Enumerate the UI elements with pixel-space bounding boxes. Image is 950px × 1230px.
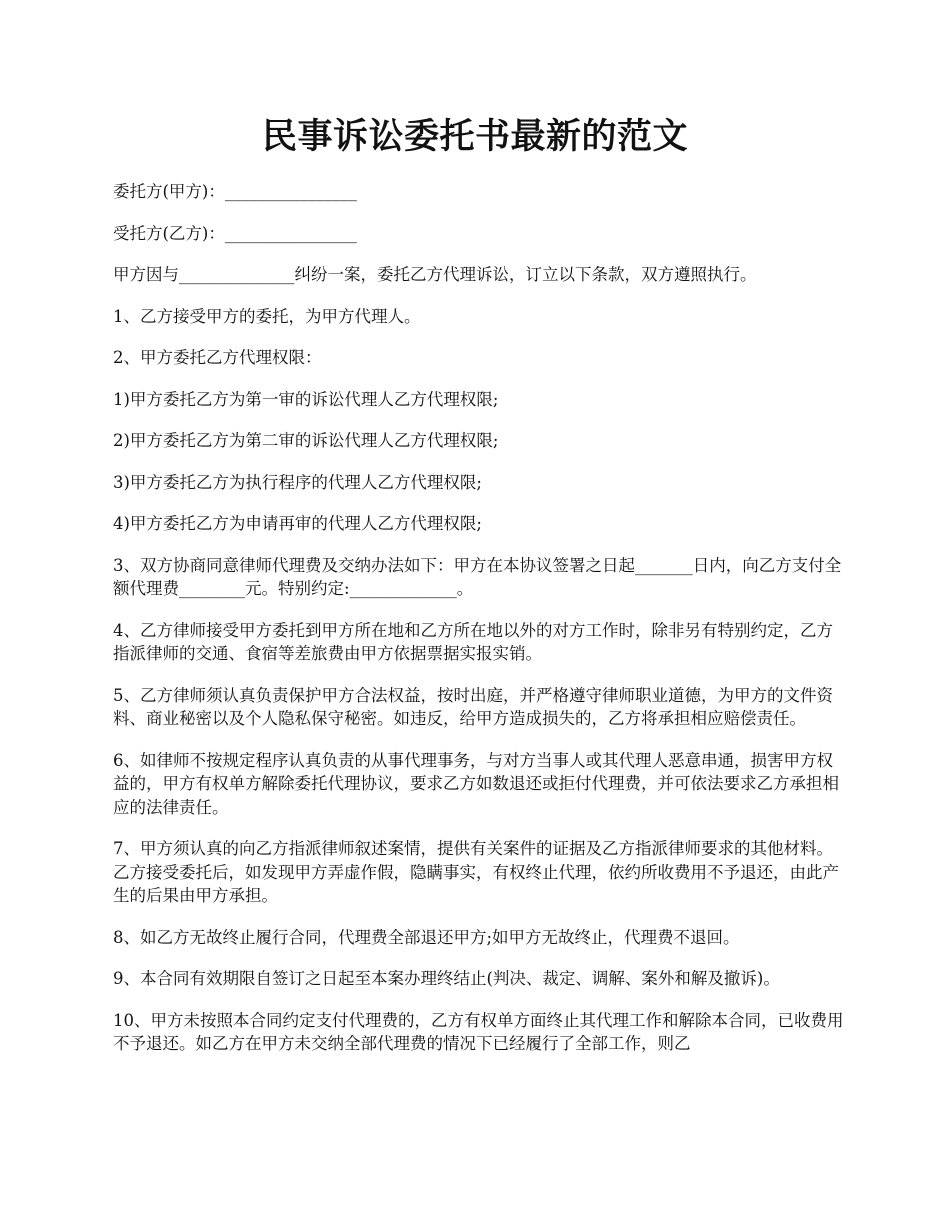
clause-3: 3、双方协商同意律师代理费及交纳办法如下：甲方在本协议签署之日起_______日内，向乙方支付全额代理费________元。特别约定:_____________。	[113, 555, 842, 598]
party-b-line: 受托方(乙方)：________________	[113, 223, 357, 243]
clause-7: 7、甲方须认真的向乙方指派律师叙述案情，提供有关案件的证据及乙方指派律师要求的其他材料。乙方接受委托后，如发现甲方弄虚作假，隐瞒事实，有权终止代理，依约所收费用不予退还，由此产生的后果由甲方承担。	[113, 839, 839, 905]
clause-8: 8、如乙方无故终止履行合同，代理费全部退还甲方;如甲方无故终止，代理费不退回。	[113, 927, 740, 947]
clause-1: 1、乙方接受甲方的委托，为甲方代理人。	[113, 306, 421, 326]
document-title: 民事诉讼委托书最新的范文	[261, 116, 688, 157]
clause-2-item-4: 4)甲方委托乙方为申请再审的代理人乙方代理权限;	[113, 514, 482, 533]
clause-2: 2、甲方委托乙方代理权限：	[113, 348, 322, 367]
clause-2-item-3: 3)甲方委托乙方为执行程序的代理人乙方代理权限;	[113, 472, 482, 492]
document-body	[113, 180, 848, 1074]
intro-paragraph: 甲方因与______________纠纷一案，委托乙方代理诉讼，订立以下条款，双方遵照执行。	[113, 265, 757, 284]
clause-2-item-2: 2)甲方委托乙方为第二审的诉讼代理人乙方代理权限;	[113, 431, 499, 450]
clause-2-item-1: 1)甲方委托乙方为第一审的诉讼代理人乙方代理权限;	[113, 389, 499, 409]
clause-6: 6、如律师不按规定程序认真负责的从事代理事务，与对方当事人或其代理人恶意串通，损害甲方权益的，甲方有权单方解除委托代理协议，要求乙方如数退还或拒付代理费，并可依法要求乙方承担相应的法律责任。	[113, 750, 839, 817]
clause-9: 9、本合同有效期限自签订之日起至本案办理终结止(判决、裁定、调解、案外和解及撤诉)。	[113, 969, 780, 988]
clause-5: 5、乙方律师须认真负责保护甲方合法权益，按时出庭，并严格遵守律师职业道德，为甲方的文件资料、商业秘密以及个人隐私保守秘密。如违反，给甲方造成损失的，乙方将承担相应赔偿责任。	[113, 685, 833, 728]
clause-4: 4、乙方律师接受甲方委托到甲方所在地和乙方所在地以外的对方工作时，除非另有特别约定，乙方指派律师的交通、食宿等差旅费由甲方依据票据实报实销。	[113, 620, 833, 663]
party-a-line: 委托方(甲方)：________________	[113, 182, 357, 201]
clause-10: 10、甲方未按照本合同约定支付代理费的，乙方有权单方面终止其代理工作和解除本合同，已收费用不予退还。如乙方在甲方未交纳全部代理费的情况下已经履行了全部工作，则乙	[113, 1010, 844, 1053]
